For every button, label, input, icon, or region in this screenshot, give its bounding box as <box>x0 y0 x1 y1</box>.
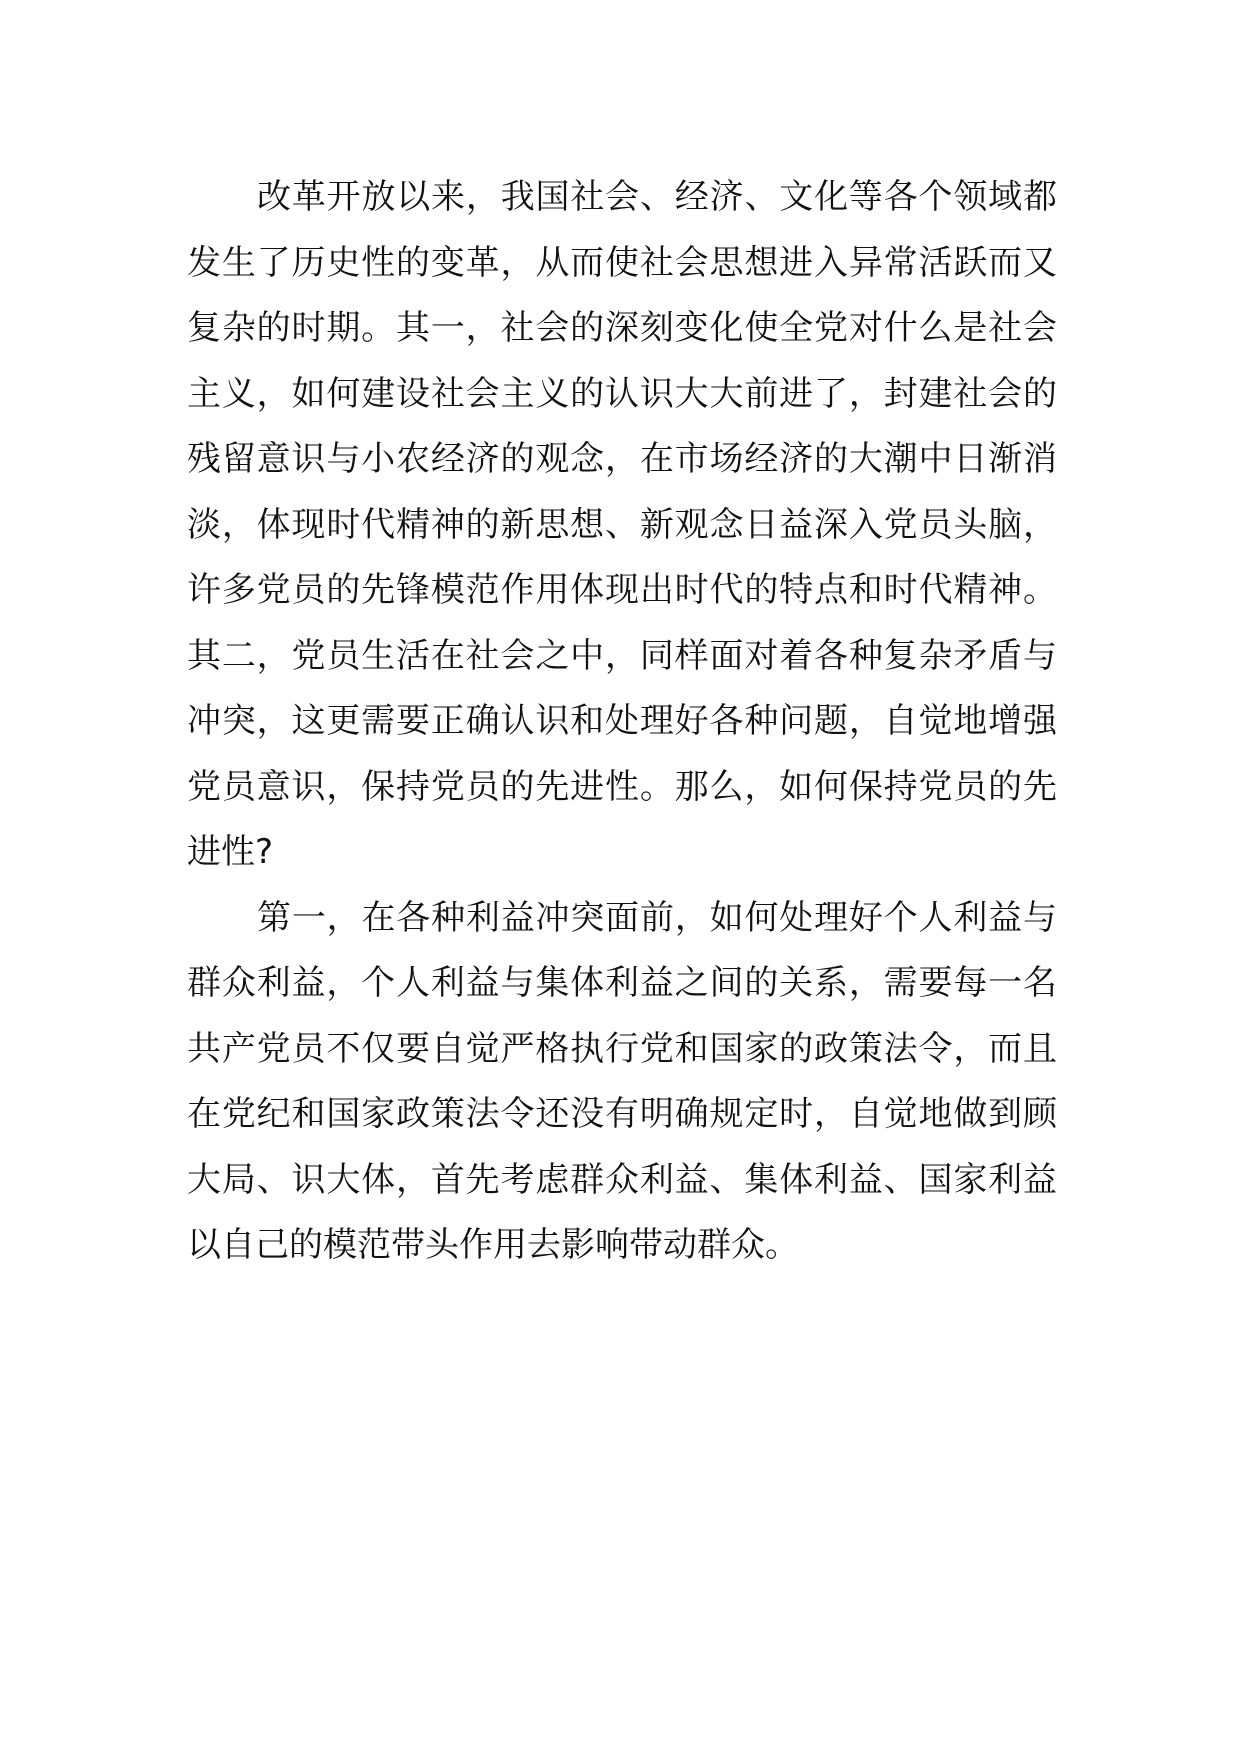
paragraph-line: 第一，在各种利益冲突面前，如何处理好个人利益与 <box>257 897 1057 938</box>
paragraph-line: 淡，体现时代精神的新思想、新观念日益深入党员头脑， <box>187 504 1057 545</box>
paragraph-line: 冲突，这更需要正确认识和处理好各种问题，自觉地增强 <box>187 701 1057 741</box>
paragraph-1 <box>187 165 1057 886</box>
paragraph-line: 改革开放以来，我国社会、经济、文化等各个领域都 <box>257 177 1057 217</box>
paragraph-line: 其二，党员生活在社会之中，同样面对着各种复杂矛盾与 <box>187 635 1057 676</box>
document-body <box>187 165 1057 1279</box>
paragraph-line: 复杂的时期。其一，社会的深刻变化使全党对什么是社会 <box>187 308 1057 348</box>
paragraph-line: 主义，如何建设社会主义的认识大大前进了，封建社会的 <box>187 373 1057 414</box>
paragraph-line: 残留意识与小农经济的观念，在市场经济的大潮中日渐消 <box>187 439 1057 479</box>
paragraph-line: 进性? <box>187 832 274 872</box>
paragraph-line: 党员意识，保持党员的先进性。那么，如何保持党员的先 <box>187 766 1057 807</box>
paragraph-2 <box>187 886 1057 1279</box>
paragraph-line: 大局、识大体，首先考虑群众利益、集体利益、国家利益 <box>187 1159 1057 1200</box>
paragraph-line: 发生了历史性的变革，从而使社会思想进入异常活跃而又 <box>187 242 1057 283</box>
paragraph-line: 共产党员不仅要自觉严格执行党和国家的政策法令，而且 <box>187 1028 1057 1069</box>
paragraph-line: 许多党员的先锋模范作用体现出时代的特点和时代精神。 <box>187 570 1057 610</box>
paragraph-line: 群众利益，个人利益与集体利益之间的关系，需要每一名 <box>187 963 1057 1003</box>
paragraph-line: 以自己的模范带头作用去影响带动群众。 <box>187 1225 799 1265</box>
paragraph-line: 在党纪和国家政策法令还没有明确规定时，自觉地做到顾 <box>187 1094 1057 1134</box>
